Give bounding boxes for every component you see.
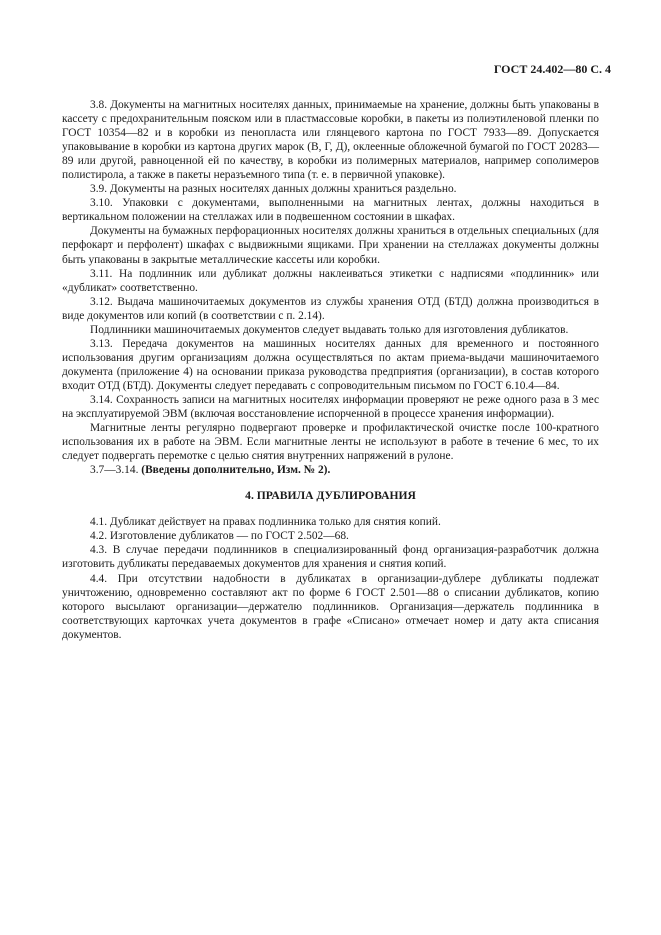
- paragraph-3-11: 3.11. На подлинник или дубликат должны наклеиваться этикетки с надписями «подлинник» или «дубликат» соответственно.: [62, 267, 599, 294]
- paragraph-3-14: 3.14. Сохранность записи на магнитных носителях информации проверяют не реже одного раза в 3 мес на эксплуатируемой ЭВМ (включая восстановление испорченной в процессе хранения информации).: [62, 393, 599, 421]
- paragraph-3-9: 3.9. Документы на разных носителях данных должны храниться раздельно.: [90, 183, 457, 196]
- paragraph-4-3: 4.3. В случае передачи подлинников в специализированный фонд организация-разработчик должна изготовить дубликаты передаваемых документов для хранения и снятия копий.: [62, 544, 599, 571]
- amendment-text: (Введены дополнительно, Изм. № 2).: [141, 464, 331, 477]
- amendment-range: 3.7—3.14.: [90, 464, 139, 477]
- paragraph-3-10-cont: Документы на бумажных перфорационных носителях должны храниться в отдельных специальных (для перфокарт и перфолент) шкафах с выдвижными ящиками. При хранении на стеллажах документы должны быть упакованы в закрытые металлические кассеты или коробки.: [62, 225, 599, 266]
- paragraph-4-1: 4.1. Дубликат действует на правах подлинника только для снятия копий.: [90, 516, 441, 529]
- section-heading: 4. ПРАВИЛА ДУБЛИРОВАНИЯ: [245, 489, 416, 503]
- amendment-note: [62, 463, 599, 477]
- paragraph-3-13: 3.13. Передача документов на машинных носителях данных для временного и постоянного использования другим организациям должна осуществляться по актам приема-выдачи машиночитаемого документа (приложение 4) на основании приказа руководства предприятия (организации), в состав которого входит ОТД (БТД). Документы следует передавать с сопроводительным письмом по ГОСТ 6.10.4—84.: [62, 337, 599, 392]
- paragraph-3-12: 3.12. Выдача машиночитаемых документов из службы хранения ОТД (БТД) должна производиться в виде документов или копий (в соответствии с п. 2.14).: [62, 295, 599, 322]
- paragraph-4-2: 4.2. Изготовление дубликатов — по ГОСТ 2.502—68.: [90, 530, 349, 543]
- paragraph-3-8: 3.8. Документы на магнитных носителях данных, принимаемые на хранение, должны быть упакованы в кассету с предохранительным пояском или в пластмассовые коробки, в пакеты из полиэтиленовой пленки по ГОСТ 10354—82 и в коробки из пенопласта или глянцевого картона по ГОСТ 7933—89. Допускается упаковывание в коробки из картона других марок (В, Г, Д), оклеенные обложечной бумагой по ГОСТ 20283—89 или другой, равноценной ей по качеству, в коробки из полимерных материалов, например сополимеров полистирола, а также в пакеты неразъемного типа (т. е. в первичной упаковке).: [62, 99, 599, 182]
- paragraph-4-4: 4.4. При отсутствии надобности в дубликатах в организации-дублере дубликаты подлежат уничтожению, одновременно составляют акт по форме 6 ГОСТ 2.501—88 о списании дубликатов, копию которого высылают организации—держателю подлинников. Организация—держатель подлинника в соответствующих карточках учета документов в графе «Списано» отмечает номер и дату акта списания документов.: [62, 572, 599, 641]
- paragraph-3-10: 3.10. Упаковки с документами, выполненными на магнитных лентах, должны находиться в вертикальном положении на стеллажах или в подвешенном состоянии в шкафах.: [62, 197, 599, 224]
- paragraph-3-14-cont: Магнитные ленты регулярно подвергают проверке и профилактической очистке после 100-кратного использования их в работе на ЭВМ. Если магнитные ленты не используют в работе в течение 6 мес, то их следует подвергать перемотке с целью снятия внутренних напряжений в рулоне.: [62, 422, 599, 463]
- page-header: ГОСТ 24.402—80 С. 4: [493, 62, 611, 76]
- paragraph-3-12-cont: Подлинники машиночитаемых документов следует выдавать только для изготовления дубликатов.: [90, 323, 569, 336]
- document-body: [62, 98, 599, 642]
